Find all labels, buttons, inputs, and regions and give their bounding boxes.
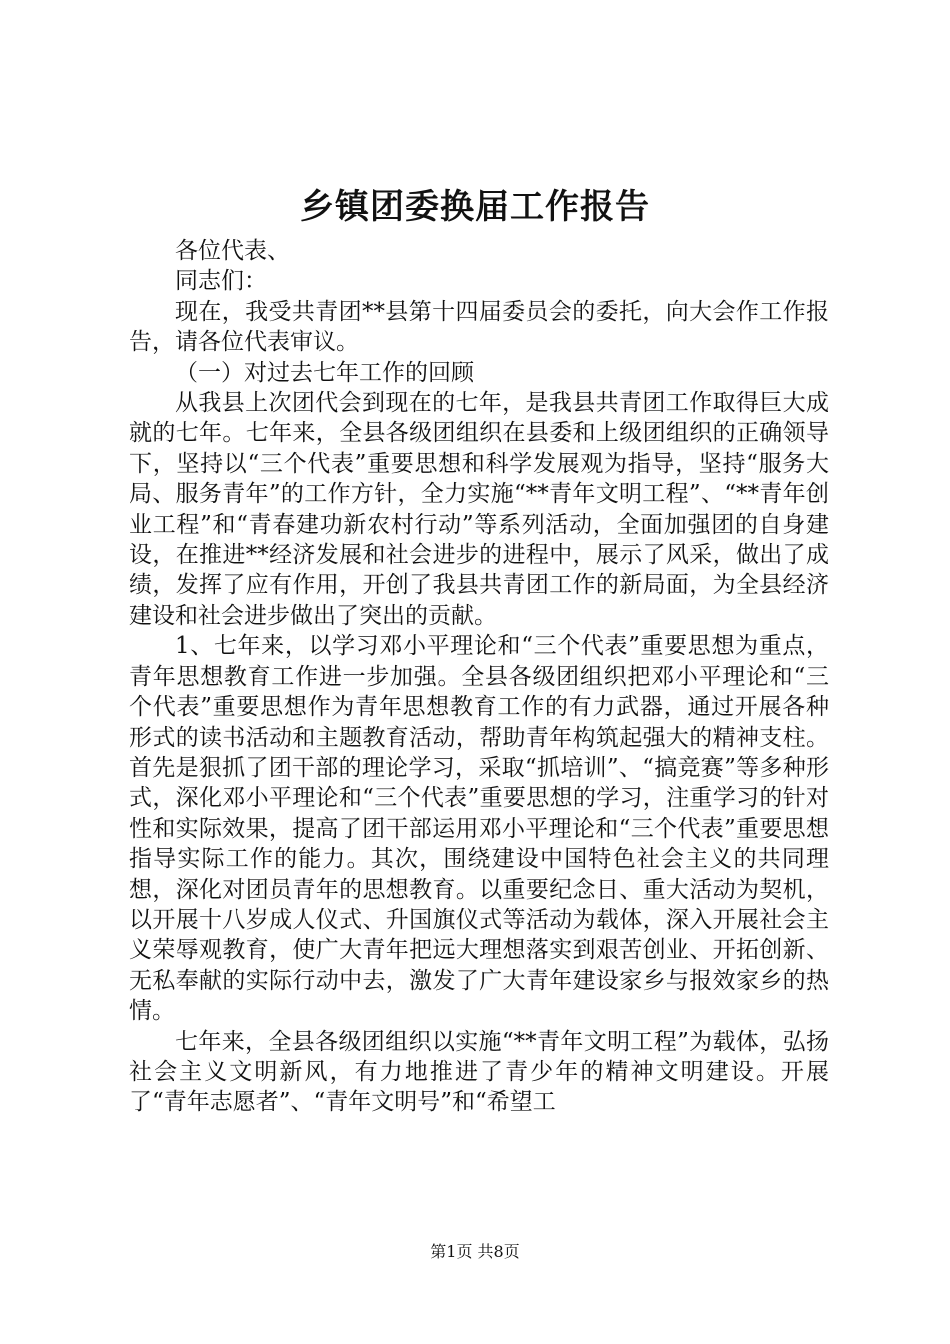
review-paragraph: 从我县上次团代会到现在的七年，是我县共青团工作取得巨大成就的七年。七年来，全县各级团组织在县委和上级团组织的正确领导下，坚持以“三个代表”重要思想和科学发展观为指导，坚持“服务大局、服务青年”的工作方针，全力实施“**青年文明工程”、“**青年创业工程”和“青春建功新农村行动”等系列活动，全面加强团的自身建设，在推进**经济发展和社会进步的进程中，展示了风采，做出了成绩，发挥了应有作用，开创了我县共青团工作的新局面，为全县经济建设和社会进步做出了突出的贡献。 [129,390,829,629]
document-title: 乡镇团委换届工作报告 [300,187,650,227]
salutation-line-1: 各位代表、 [175,238,290,264]
civilization-paragraph: 七年来，全县各级团组织以实施“**青年文明工程”为载体，弘扬社会主义文明新风，有力地推进了青少年的精神文明建设。开展了“青年志愿者”、“青年文明号”和“希望工 [129,1028,829,1116]
salutation-line-2: 同志们： [175,268,267,295]
item-1-paragraph: 1、七年来，以学习邓小平理论和“三个代表”重要思想为重点，青年思想教育工作进一步加强。全县各级团组织把邓小平理论和“三个代表”重要思想作为青年思想教育工作的有力武器，通过开展各种形式的读书活动和主题教育活动，帮助青年构筑起强大的精神支柱。首先是狠抓了团干部的理论学习，采取“抓培训”、“搞竞赛”等多种形式，深化邓小平理论和“三个代表”重要思想的学习，注重学习的针对性和实际效果，提高了团干部运用邓小平理论和“三个代表”重要思想指导实际工作的能力。其次，围绕建设中国特色社会主义的共同理想，深化对团员青年的思想教育。以重要纪念日、重大活动为契机，以开展十八岁成人仪式、升国旗仪式等活动为载体，深入开展社会主义荣辱观教育，使广大青年把远大理想落实到艰苦创业、开拓创新、无私奉献的实际行动中去，激发了广大青年建设家乡与报效家乡的热情。 [129,633,829,1025]
opening-paragraph: 现在，我受共青团**县第十四届委员会的委托，向大会作工作报告，请各位代表审议。 [129,298,829,356]
document-body [129,236,829,1118]
page-footer: 第1页 共8页 [430,1242,520,1261]
section-heading: （一）对过去七年工作的回顾 [175,359,474,386]
